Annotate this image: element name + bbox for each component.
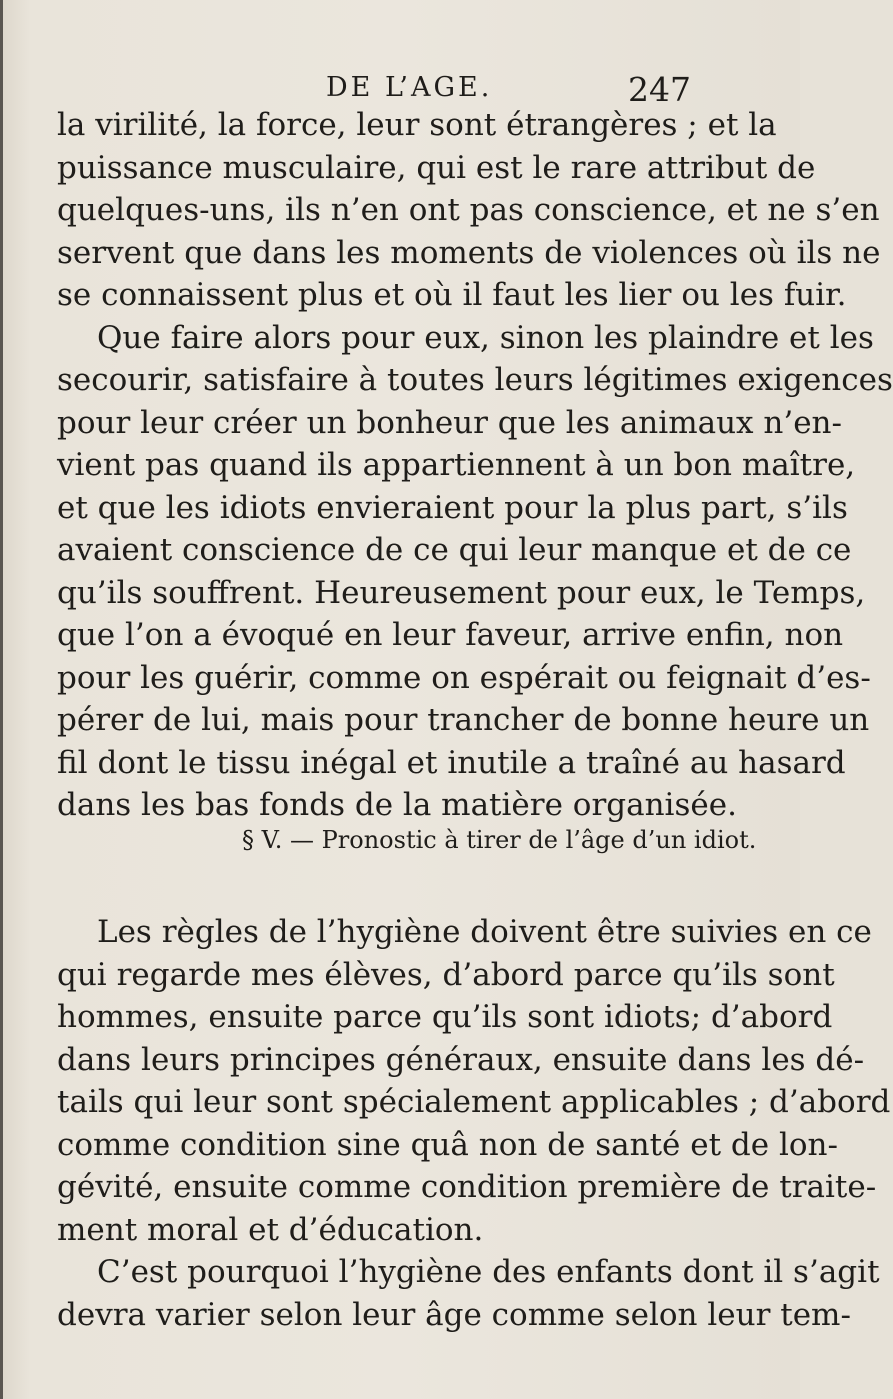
text-line: Les règles de l’hygiène doivent être suivies en ce [97,914,872,950]
text-line: Que faire alors pour eux, sinon les plaindre et les [97,319,874,356]
section-heading: § V. — Pronostic à tirer de l’âge d’un idiot. [242,826,757,854]
text-line: que l’on a évoqué en leur faveur, arrive enfin, non [57,617,844,653]
text-line: gévité, ensuite comme condition première de traite- [57,1169,877,1205]
text-line: la virilité, la force, leur sont étrangères ; et la [57,107,777,143]
text-line: pour les guérir, comme on espérait ou feignait d’es- [57,659,871,696]
text-line: devra varier selon leur âge comme selon leur tem- [57,1296,851,1333]
text-line: tails qui leur sont spécialement applicables ; d’abord [57,1084,891,1120]
text-line: fil dont le tissu inégal et inutile a traîné au hasard [57,744,846,781]
text-line: servent que dans les moments de violences où ils ne [57,234,881,271]
text-line: comme condition sine quâ non de santé et de lon- [57,1126,838,1163]
text-line: quelques-uns, ils n’en ont pas conscience, et ne s’en [57,192,880,228]
text-line: avaient conscience de ce qui leur manque et de ce [57,532,852,568]
text-line: qu’ils souffrent. Heureusement pour eux, le Temps, [57,574,866,611]
text-line: et que les idiots envieraient pour la plus part, s’ils [57,489,848,526]
text-line: dans leurs principes généraux, ensuite dans les dé- [57,1041,865,1078]
text-line: secourir, satisfaire à toutes leurs légitimes exigences [57,362,893,398]
paragraph-1 [57,104,893,827]
page-binding-edge [0,0,3,1399]
paragraph-2 [57,911,891,1336]
text-line: hommes, ensuite parce qu’ils sont idiots; d’abord [57,999,833,1035]
text-line: pour leur créer un bonheur que les animaux n’en- [57,404,842,441]
text-line: vient pas quand ils appartiennent à un bon maître, [57,447,856,483]
text-line: ment moral et d’éducation. [57,1211,484,1248]
text-line: pérer de lui, mais pour trancher de bonne heure un [57,702,870,738]
text-line: qui regarde mes élèves, d’abord parce qu’ils sont [57,956,835,993]
text-line: puissance musculaire, qui est le rare attribut de [57,149,816,186]
running-header: DE L’AGE. [326,72,493,103]
text-line: C’est pourquoi l’hygiène des enfants dont il s’agit [97,1254,880,1290]
page-number: 247 [628,70,691,109]
text-line: dans les bas fonds de la matière organisée. [57,787,737,823]
text-line: se connaissent plus et où il faut les lier ou les fuir. [57,277,847,313]
